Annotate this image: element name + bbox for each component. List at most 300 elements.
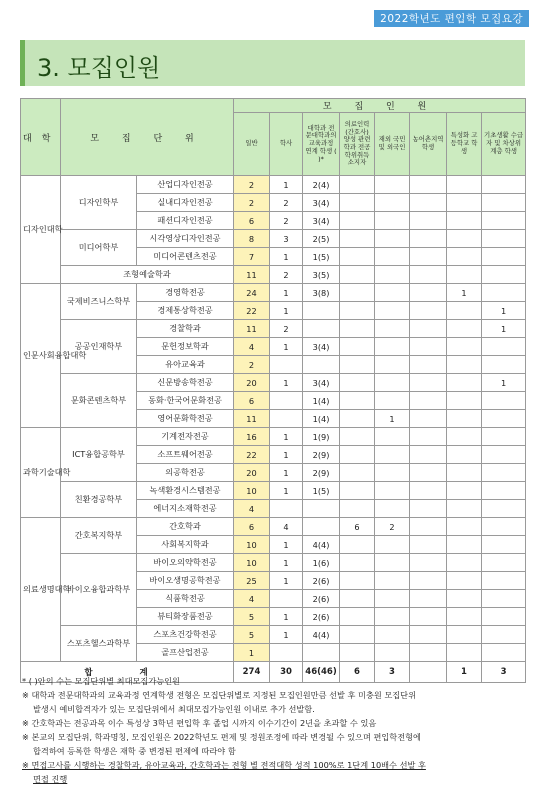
quota-cell xyxy=(482,284,526,302)
major-name: 바이오생명공학전공 xyxy=(137,572,234,590)
quota-cell xyxy=(375,212,410,230)
quota-cell xyxy=(482,428,526,446)
quota-cell: 1 xyxy=(270,572,303,590)
quota-cell: 4 xyxy=(234,500,270,518)
department-name: 디자인학부 xyxy=(61,176,137,230)
major-name: 사회복지학과 xyxy=(137,536,234,554)
major-name: 의공학전공 xyxy=(137,464,234,482)
quota-cell xyxy=(410,536,447,554)
table-row xyxy=(21,518,526,536)
quota-cell xyxy=(270,410,303,428)
quota-cell: 4 xyxy=(270,518,303,536)
quota-cell: 2(9) xyxy=(303,464,340,482)
quota-cell: 4(4) xyxy=(303,626,340,644)
quota-cell xyxy=(447,464,482,482)
department-name: 스포츠헬스과학부 xyxy=(61,626,137,662)
table-row xyxy=(21,320,526,338)
major-name: 시각영상디자인전공 xyxy=(137,230,234,248)
quota-cell: 2 xyxy=(375,518,410,536)
quota-cell xyxy=(482,356,526,374)
quota-cell: 10 xyxy=(234,536,270,554)
note-line: 면접 진행 xyxy=(33,774,68,784)
quota-cell: 1 xyxy=(375,410,410,428)
quota-cell xyxy=(340,608,375,626)
quota-cell: 1 xyxy=(270,608,303,626)
quota-cell: 1 xyxy=(270,554,303,572)
quota-cell: 1(9) xyxy=(303,428,340,446)
department-name: 친환경공학부 xyxy=(61,482,137,518)
major-name: 경제통상학전공 xyxy=(137,302,234,320)
table-row xyxy=(21,266,526,284)
quota-cell xyxy=(447,176,482,194)
header-tag: 2022학년도 편입학 모집요강 xyxy=(374,10,529,27)
quota-cell xyxy=(270,590,303,608)
major-name: 소프트웨어전공 xyxy=(137,446,234,464)
major-name: 신문방송학전공 xyxy=(137,374,234,392)
note-line: 발생시 예비합격자가 있는 모집단위에서 최대모집가능인원 이내로 추가 선발함. xyxy=(33,704,315,714)
major-name: 경찰학과 xyxy=(137,320,234,338)
quota-group-header: 모 집 인 원 xyxy=(234,99,526,113)
quota-cell: 6 xyxy=(234,392,270,410)
table-row xyxy=(21,374,526,392)
quota-cell xyxy=(482,248,526,266)
quota-cell: 5 xyxy=(234,626,270,644)
quota-cell xyxy=(482,626,526,644)
quota-cell xyxy=(447,446,482,464)
quota-cell: 2(6) xyxy=(303,572,340,590)
quota-cell: 2(6) xyxy=(303,608,340,626)
quota-cell xyxy=(340,392,375,410)
subheader-7: 기초생활 수급자 및 차상위계층 학생 xyxy=(482,113,526,176)
note-line: ※ 면접고사를 시행하는 경찰학과, 유아교육과, 간호학과는 전형 별 전적대학 성적 100%로 1단계 10배수 선발 후 xyxy=(22,760,426,770)
quota-cell xyxy=(447,302,482,320)
major-name: 식품학전공 xyxy=(137,590,234,608)
quota-cell: 2 xyxy=(270,212,303,230)
table-row xyxy=(21,230,526,248)
quota-cell xyxy=(375,374,410,392)
quota-cell: 1 xyxy=(270,248,303,266)
quota-cell xyxy=(340,302,375,320)
quota-cell xyxy=(375,644,410,662)
quota-cell xyxy=(410,464,447,482)
quota-cell xyxy=(340,212,375,230)
quota-cell xyxy=(447,626,482,644)
quota-cell xyxy=(375,284,410,302)
quota-cell xyxy=(482,266,526,284)
subheader-1: 학사 xyxy=(270,113,303,176)
quota-cell xyxy=(410,230,447,248)
quota-cell xyxy=(410,428,447,446)
quota-cell: 1 xyxy=(270,374,303,392)
quota-cell xyxy=(340,230,375,248)
total-cell: 3 xyxy=(375,662,410,683)
department-name: 바이오융합과학부 xyxy=(61,554,137,626)
table-row xyxy=(21,626,526,644)
quota-cell xyxy=(447,536,482,554)
quota-cell xyxy=(410,572,447,590)
section-title-box xyxy=(20,40,525,86)
quota-cell xyxy=(340,428,375,446)
college-name: 디자인대학 xyxy=(21,176,61,284)
quota-cell xyxy=(447,644,482,662)
unit-header: 모 집 단 위 xyxy=(61,99,234,176)
note-line: * ( )안의 수는 모집단위별 최대모집가능인원 xyxy=(22,676,180,686)
quota-cell xyxy=(410,590,447,608)
quota-cell xyxy=(303,500,340,518)
quota-cell xyxy=(340,266,375,284)
quota-cell xyxy=(375,266,410,284)
quota-cell: 3(4) xyxy=(303,194,340,212)
quota-cell: 2 xyxy=(270,194,303,212)
quota-cell xyxy=(410,266,447,284)
quota-cell xyxy=(447,518,482,536)
quota-cell xyxy=(410,284,447,302)
total-label: 합 계 xyxy=(21,662,234,683)
quota-cell xyxy=(340,464,375,482)
quota-cell xyxy=(447,572,482,590)
quota-cell: 2(5) xyxy=(303,230,340,248)
quota-cell xyxy=(410,500,447,518)
quota-cell xyxy=(447,410,482,428)
quota-cell xyxy=(375,608,410,626)
major-name: 골프산업전공 xyxy=(137,644,234,662)
quota-cell xyxy=(270,356,303,374)
note-line: ※ 대학과 전문대학과의 교육과정 연계학생 전형은 모집단위별로 지정된 모집인원만큼 선발 후 미충원 모집단위 xyxy=(22,690,417,700)
quota-cell: 2(6) xyxy=(303,590,340,608)
quota-cell: 24 xyxy=(234,284,270,302)
quota-cell xyxy=(482,572,526,590)
quota-cell xyxy=(340,338,375,356)
quota-cell xyxy=(375,428,410,446)
quota-cell xyxy=(482,446,526,464)
quota-cell xyxy=(482,194,526,212)
quota-cell: 2 xyxy=(234,194,270,212)
table-row xyxy=(21,176,526,194)
quota-cell xyxy=(340,536,375,554)
quota-cell: 6 xyxy=(234,518,270,536)
quota-cell: 1 xyxy=(270,428,303,446)
quota-cell: 2(4) xyxy=(303,176,340,194)
quota-cell xyxy=(447,428,482,446)
quota-cell xyxy=(410,374,447,392)
quota-cell: 1 xyxy=(270,446,303,464)
quota-cell xyxy=(410,176,447,194)
quota-cell xyxy=(340,554,375,572)
quota-cell xyxy=(447,266,482,284)
quota-cell: 11 xyxy=(234,266,270,284)
quota-cell: 22 xyxy=(234,302,270,320)
quota-cell xyxy=(340,572,375,590)
quota-cell xyxy=(410,248,447,266)
quota-cell xyxy=(375,176,410,194)
subheader-6: 특성화 고등학교 학생 xyxy=(447,113,482,176)
quota-cell xyxy=(447,338,482,356)
department-name: 조형예술학과 xyxy=(61,266,234,284)
quota-cell xyxy=(482,338,526,356)
quota-cell: 1 xyxy=(270,536,303,554)
major-name: 에너지소재학전공 xyxy=(137,500,234,518)
quota-cell xyxy=(340,590,375,608)
note-line: 합격하여 등록한 학생은 재학 중 변경된 편제에 따라야 함 xyxy=(33,746,236,756)
quota-cell: 25 xyxy=(234,572,270,590)
quota-cell xyxy=(447,194,482,212)
quota-cell xyxy=(447,320,482,338)
quota-cell: 1(6) xyxy=(303,554,340,572)
quota-cell xyxy=(340,626,375,644)
quota-cell xyxy=(340,248,375,266)
subheader-4: 재외 국민 및 외국인 xyxy=(375,113,410,176)
quota-cell xyxy=(410,644,447,662)
quota-cell xyxy=(447,212,482,230)
quota-cell xyxy=(375,590,410,608)
quota-cell: 1 xyxy=(270,302,303,320)
table-row xyxy=(21,428,526,446)
department-name: 국제비즈니스학부 xyxy=(61,284,137,320)
quota-cell: 3(4) xyxy=(303,374,340,392)
quota-cell: 1 xyxy=(270,464,303,482)
quota-cell xyxy=(410,446,447,464)
major-name: 실내디자인전공 xyxy=(137,194,234,212)
quota-cell xyxy=(375,536,410,554)
table-row xyxy=(21,284,526,302)
quota-cell xyxy=(410,554,447,572)
major-name: 뷰티화장품전공 xyxy=(137,608,234,626)
major-name: 동화·한국어문화전공 xyxy=(137,392,234,410)
quota-cell xyxy=(482,464,526,482)
quota-cell xyxy=(375,482,410,500)
quota-cell xyxy=(447,392,482,410)
quota-cell: 3 xyxy=(270,230,303,248)
quota-cell xyxy=(482,230,526,248)
quota-cell xyxy=(447,500,482,518)
department-name: 문화콘텐츠학부 xyxy=(61,374,137,428)
quota-cell xyxy=(482,392,526,410)
quota-cell xyxy=(340,194,375,212)
quota-cell xyxy=(447,356,482,374)
quota-cell xyxy=(482,212,526,230)
quota-cell xyxy=(375,572,410,590)
major-name: 기계전자전공 xyxy=(137,428,234,446)
quota-cell: 3(5) xyxy=(303,266,340,284)
quota-cell xyxy=(270,500,303,518)
quota-cell xyxy=(340,500,375,518)
major-name: 문헌정보학과 xyxy=(137,338,234,356)
quota-cell xyxy=(447,554,482,572)
quota-cell xyxy=(375,626,410,644)
quota-cell: 1 xyxy=(270,338,303,356)
quota-cell xyxy=(375,230,410,248)
quota-cell xyxy=(340,644,375,662)
quota-cell xyxy=(410,338,447,356)
major-name: 산업디자인전공 xyxy=(137,176,234,194)
major-name: 미디어콘텐츠전공 xyxy=(137,248,234,266)
quota-cell xyxy=(340,356,375,374)
quota-cell xyxy=(447,482,482,500)
quota-cell xyxy=(410,626,447,644)
total-cell: 274 xyxy=(234,662,270,683)
quota-cell xyxy=(375,194,410,212)
quota-cell: 10 xyxy=(234,554,270,572)
quota-cell: 1 xyxy=(482,320,526,338)
quota-cell xyxy=(482,590,526,608)
quota-cell xyxy=(340,482,375,500)
quota-cell xyxy=(375,446,410,464)
quota-cell: 3(8) xyxy=(303,284,340,302)
major-name: 녹색환경시스템전공 xyxy=(137,482,234,500)
quota-cell xyxy=(482,554,526,572)
quota-cell xyxy=(447,590,482,608)
quota-cell xyxy=(447,608,482,626)
quota-cell xyxy=(303,518,340,536)
quota-cell xyxy=(303,356,340,374)
note-line: ※ 본교의 모집단위, 학과명칭, 모집인원은 2022학년도 편제 및 정원조정에 따라 변경될 수 있으며 편입학전형에 xyxy=(22,732,421,742)
quota-cell xyxy=(375,500,410,518)
major-name: 영어문화학전공 xyxy=(137,410,234,428)
quota-cell: 10 xyxy=(234,482,270,500)
quota-cell: 8 xyxy=(234,230,270,248)
subheader-0: 일반 xyxy=(234,113,270,176)
quota-cell xyxy=(410,320,447,338)
quota-cell xyxy=(482,536,526,554)
total-cell: 1 xyxy=(447,662,482,683)
quota-cell xyxy=(340,176,375,194)
quota-cell xyxy=(375,356,410,374)
quota-cell xyxy=(375,302,410,320)
quota-cell: 20 xyxy=(234,374,270,392)
table-row xyxy=(21,482,526,500)
quota-cell xyxy=(375,554,410,572)
subheader-3: 의료인력 (간호사) 양성 관련학과 전공 학위취득 소지자 xyxy=(340,113,375,176)
quota-cell xyxy=(340,374,375,392)
quota-cell xyxy=(303,302,340,320)
section-title: 3. 모집인원 xyxy=(37,54,161,82)
quota-cell xyxy=(482,500,526,518)
quota-cell: 2 xyxy=(270,320,303,338)
quota-cell: 7 xyxy=(234,248,270,266)
quota-cell: 20 xyxy=(234,464,270,482)
total-cell: 6 xyxy=(340,662,375,683)
quota-cell: 4 xyxy=(234,590,270,608)
total-cell: 3 xyxy=(482,662,526,683)
quota-cell: 1 xyxy=(482,302,526,320)
college-name: 인문사회융합대학 xyxy=(21,284,61,428)
quota-cell xyxy=(482,518,526,536)
quota-cell: 1 xyxy=(270,176,303,194)
note-line: ※ 간호학과는 전공과목 이수 특성상 3학년 편입학 후 졸업 시까지 이수기간이 2년을 초과할 수 있음 xyxy=(22,718,377,728)
quota-cell xyxy=(410,302,447,320)
quota-cell: 3(4) xyxy=(303,212,340,230)
quota-cell: 1(4) xyxy=(303,410,340,428)
quota-cell: 1 xyxy=(482,374,526,392)
quota-cell: 1 xyxy=(447,284,482,302)
quota-cell xyxy=(482,410,526,428)
major-name: 패션디자인전공 xyxy=(137,212,234,230)
college-name: 의료생명대학 xyxy=(21,518,61,662)
quota-cell xyxy=(340,284,375,302)
quota-cell: 11 xyxy=(234,410,270,428)
quota-cell xyxy=(410,356,447,374)
quota-cell xyxy=(375,248,410,266)
quota-cell: 5 xyxy=(234,608,270,626)
quota-cell xyxy=(410,194,447,212)
quota-cell xyxy=(410,518,447,536)
quota-cell xyxy=(375,392,410,410)
quota-cell: 1 xyxy=(234,644,270,662)
quota-cell: 2(9) xyxy=(303,446,340,464)
quota-cell xyxy=(303,320,340,338)
quota-cell: 1(5) xyxy=(303,248,340,266)
major-name: 스포츠건강학전공 xyxy=(137,626,234,644)
quota-cell: 22 xyxy=(234,446,270,464)
department-name: 미디어학부 xyxy=(61,230,137,266)
major-name: 경영학전공 xyxy=(137,284,234,302)
quota-cell xyxy=(410,212,447,230)
quota-cell: 4 xyxy=(234,338,270,356)
department-name: 간호복지학부 xyxy=(61,518,137,554)
quota-cell: 6 xyxy=(234,212,270,230)
quota-cell: 1 xyxy=(270,284,303,302)
quota-cell xyxy=(270,392,303,410)
quota-cell xyxy=(270,644,303,662)
quota-cell xyxy=(340,320,375,338)
quota-cell xyxy=(375,320,410,338)
quota-cell: 2 xyxy=(234,356,270,374)
quota-cell xyxy=(375,464,410,482)
total-cell: 46(46) xyxy=(303,662,340,683)
quota-cell xyxy=(303,644,340,662)
notes xyxy=(22,674,527,786)
recruitment-table xyxy=(20,98,526,683)
quota-cell: 4(4) xyxy=(303,536,340,554)
subheader-2: 대학과 전문대학과의 교육과정 연계 학생 ( )* xyxy=(303,113,340,176)
quota-cell xyxy=(482,482,526,500)
quota-cell xyxy=(482,608,526,626)
quota-cell xyxy=(410,482,447,500)
department-name: 공공인재학부 xyxy=(61,320,137,374)
quota-cell xyxy=(482,176,526,194)
quota-cell xyxy=(340,410,375,428)
quota-cell xyxy=(447,374,482,392)
subheader-5: 농어촌지역 학생 xyxy=(410,113,447,176)
college-name: 과학기술대학 xyxy=(21,428,61,518)
quota-cell xyxy=(410,392,447,410)
department-name: ICT융합공학부 xyxy=(61,428,137,482)
quota-cell: 2 xyxy=(270,266,303,284)
quota-cell: 1 xyxy=(270,626,303,644)
quota-cell xyxy=(482,644,526,662)
quota-cell xyxy=(375,338,410,356)
quota-cell: 1(4) xyxy=(303,392,340,410)
quota-cell: 1 xyxy=(270,482,303,500)
quota-cell xyxy=(340,446,375,464)
table-row xyxy=(21,554,526,572)
quota-cell: 6 xyxy=(340,518,375,536)
quota-cell: 2 xyxy=(234,176,270,194)
quota-cell: 1(5) xyxy=(303,482,340,500)
college-header: 대학 xyxy=(21,99,61,176)
quota-cell xyxy=(447,248,482,266)
total-cell: 30 xyxy=(270,662,303,683)
major-name: 유아교육과 xyxy=(137,356,234,374)
quota-cell: 11 xyxy=(234,320,270,338)
major-name: 바이오의약학전공 xyxy=(137,554,234,572)
quota-cell: 16 xyxy=(234,428,270,446)
major-name: 간호학과 xyxy=(137,518,234,536)
quota-cell xyxy=(447,230,482,248)
quota-cell xyxy=(410,410,447,428)
quota-cell xyxy=(410,608,447,626)
quota-cell: 3(4) xyxy=(303,338,340,356)
